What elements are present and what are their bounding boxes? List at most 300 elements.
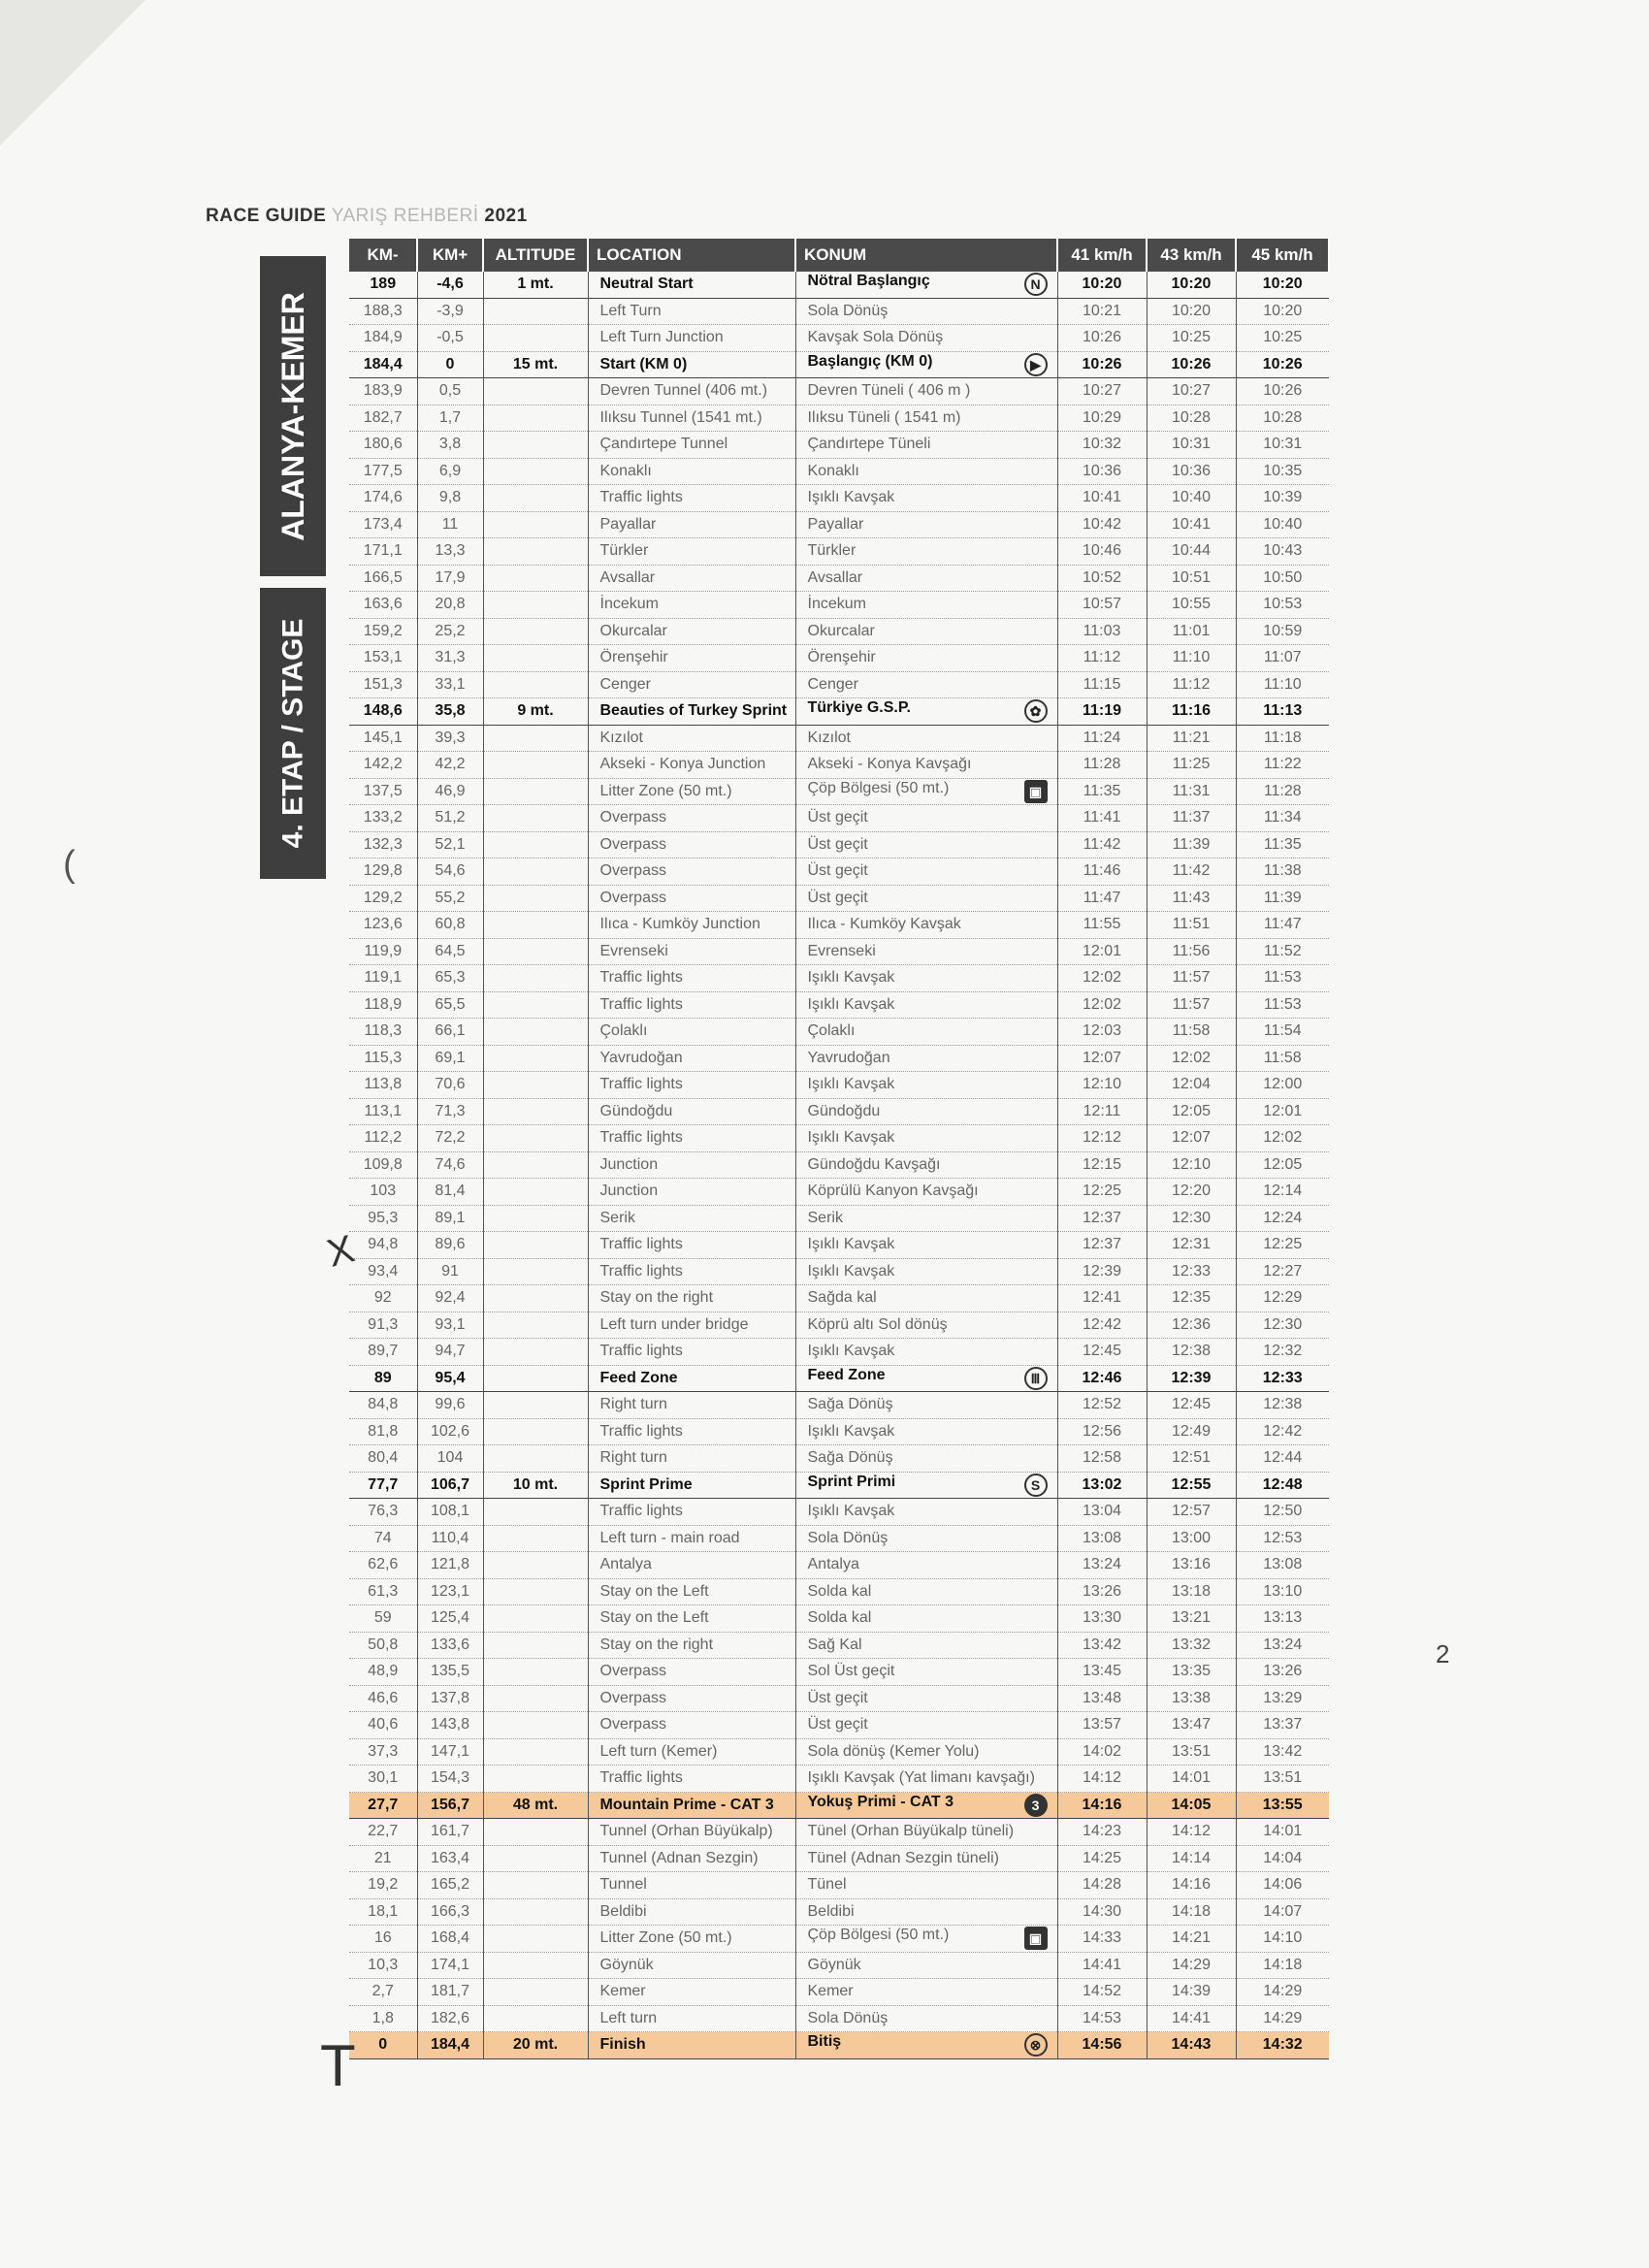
konum-cell xyxy=(795,671,1057,698)
handwritten-two: 2 xyxy=(1436,1639,1450,1669)
altitude-cell xyxy=(483,1232,588,1259)
location-cell xyxy=(588,1151,795,1179)
konum-cell xyxy=(795,405,1057,432)
time-45-cell xyxy=(1236,1179,1329,1206)
km-minus-cell-text: 113,1 xyxy=(364,1102,403,1119)
km-plus-cell xyxy=(417,351,483,378)
konum-cell xyxy=(795,938,1057,965)
time-41-cell xyxy=(1057,645,1147,672)
km-plus-cell xyxy=(417,1072,483,1099)
konum-cell xyxy=(795,351,1057,378)
time-41-cell-text: 11:15 xyxy=(1083,675,1121,693)
table-row xyxy=(349,1685,1329,1712)
altitude-cell xyxy=(483,1339,588,1366)
km-minus-cell xyxy=(349,1979,417,2006)
location-cell-text: Göynük xyxy=(599,1956,654,1973)
altitude-cell xyxy=(483,725,588,752)
km-plus-cell-text: 35,8 xyxy=(435,702,466,720)
km-plus-cell xyxy=(417,1979,483,2006)
altitude-cell xyxy=(483,1979,588,2006)
konum-cell xyxy=(795,1045,1057,1072)
km-minus-cell-text: 40,6 xyxy=(368,1716,399,1733)
time-45-cell-text: 13:13 xyxy=(1263,1609,1303,1627)
time-43-cell xyxy=(1147,1232,1236,1259)
km-plus-cell xyxy=(417,1392,483,1419)
time-45-cell-text: 12:14 xyxy=(1263,1183,1303,1200)
location-cell xyxy=(588,2005,795,2032)
time-41-cell-text: 12:42 xyxy=(1082,1315,1122,1333)
konum-cell-text: Feed Zone xyxy=(807,1366,886,1383)
km-minus-cell xyxy=(349,1898,417,1926)
time-41-cell xyxy=(1057,752,1147,779)
folded-corner xyxy=(0,0,146,146)
altitude-cell xyxy=(483,592,588,619)
km-minus-cell xyxy=(349,618,417,645)
km-plus-cell-text: 110,4 xyxy=(431,1529,469,1546)
km-minus-cell xyxy=(349,1712,417,1739)
location-cell-text: Right turn xyxy=(599,1449,667,1467)
km-minus-cell-text: 30,1 xyxy=(368,1769,399,1787)
altitude-cell xyxy=(483,1819,588,1846)
time-41-cell-text: 12:03 xyxy=(1082,1022,1122,1040)
konum-cell xyxy=(795,2032,1057,2059)
time-41-cell-text: 12:02 xyxy=(1082,969,1122,987)
table-row xyxy=(349,778,1329,805)
time-43-cell-text: 14:18 xyxy=(1171,1902,1212,1920)
km-plus-cell xyxy=(417,272,483,298)
time-45-cell-text: 13:42 xyxy=(1263,1742,1303,1760)
location-cell xyxy=(588,752,795,779)
location-cell-text: Traffic lights xyxy=(599,1076,683,1093)
location-cell xyxy=(588,565,795,592)
km-plus-cell-text: 60,8 xyxy=(435,916,466,933)
altitude-cell xyxy=(483,1019,588,1046)
konum-cell xyxy=(795,885,1057,912)
time-41-cell xyxy=(1057,1819,1147,1846)
col-konum: KONUM xyxy=(795,239,1057,272)
konum-cell xyxy=(795,1258,1057,1285)
time-43-cell-text: 12:07 xyxy=(1171,1129,1212,1147)
km-plus-cell-text: 95,4 xyxy=(435,1369,466,1386)
time-41-cell-text: 14:02 xyxy=(1082,1742,1122,1760)
konum-cell xyxy=(795,1552,1057,1579)
altitude-cell xyxy=(483,1499,588,1526)
time-43-cell-text: 14:21 xyxy=(1171,1929,1212,1947)
table-row xyxy=(349,272,1329,298)
konum-cell xyxy=(795,538,1057,566)
table-row xyxy=(349,325,1329,352)
route-table-body xyxy=(349,272,1329,2058)
km-minus-cell xyxy=(349,325,417,352)
header-yaris-rehberi: YARIŞ REHBERİ xyxy=(331,206,479,226)
location-cell xyxy=(588,272,795,298)
km-minus-cell xyxy=(349,1819,417,1846)
km-minus-cell xyxy=(349,1685,417,1712)
time-41-cell xyxy=(1057,2005,1147,2032)
km-minus-cell-text: 145,1 xyxy=(363,729,403,746)
location-cell xyxy=(588,1339,795,1366)
time-43-cell-text: 11:16 xyxy=(1171,702,1212,720)
time-45-cell-text: 13:24 xyxy=(1263,1636,1303,1653)
time-43-cell-text: 13:21 xyxy=(1171,1609,1212,1627)
konum-cell-text: Devren Tüneli ( 406 m ) xyxy=(807,382,971,400)
time-43-cell xyxy=(1147,1605,1236,1633)
konum-cell-text: Işıklı Kavşak xyxy=(807,1422,895,1440)
konum-cell xyxy=(795,831,1057,859)
km-minus-cell xyxy=(349,351,417,378)
time-41-cell-text: 12:15 xyxy=(1082,1155,1122,1173)
altitude-cell xyxy=(483,805,588,832)
time-41-cell-text: 12:10 xyxy=(1082,1076,1122,1093)
time-45-cell xyxy=(1236,351,1329,378)
km-plus-cell xyxy=(417,1365,483,1392)
km-minus-cell xyxy=(349,938,417,965)
konum-cell-text: Tünel (Adnan Sezgin tüneli) xyxy=(807,1849,999,1866)
konum-cell xyxy=(795,378,1057,405)
time-41-cell-text: 11:28 xyxy=(1083,756,1121,773)
time-45-cell xyxy=(1236,1499,1329,1526)
km-minus-cell-text: 173,4 xyxy=(363,515,403,533)
time-45-cell-text: 12:29 xyxy=(1263,1289,1303,1307)
table-row xyxy=(349,1072,1329,1099)
km-minus-cell-text: 171,1 xyxy=(363,542,403,560)
time-43-cell xyxy=(1147,1205,1236,1232)
km-plus-cell-text: 125,4 xyxy=(430,1609,470,1627)
location-cell xyxy=(588,511,795,538)
time-43-cell-text: 13:18 xyxy=(1171,1582,1212,1600)
time-41-cell-text: 12:12 xyxy=(1082,1129,1122,1147)
time-41-cell-text: 11:55 xyxy=(1083,916,1121,933)
km-plus-cell-text: 91 xyxy=(441,1262,459,1280)
time-41-cell-text: 13:30 xyxy=(1082,1609,1122,1627)
km-minus-cell-text: 184,4 xyxy=(363,355,403,373)
time-41-cell-text: 12:41 xyxy=(1082,1289,1122,1307)
km-minus-cell-text: 119,1 xyxy=(364,969,403,987)
time-43-cell xyxy=(1147,351,1236,378)
km-plus-cell xyxy=(417,1232,483,1259)
location-cell-text: Traffic lights xyxy=(599,1343,683,1360)
km-minus-cell xyxy=(349,1552,417,1579)
time-45-cell xyxy=(1236,1819,1329,1846)
km-plus-cell-text: 51,2 xyxy=(435,809,466,826)
table-row xyxy=(349,1258,1329,1285)
table-row xyxy=(349,859,1329,886)
time-41-cell-text: 10:20 xyxy=(1082,275,1122,293)
time-43-cell xyxy=(1147,831,1236,859)
location-cell xyxy=(588,298,795,325)
time-43-cell xyxy=(1147,1339,1236,1366)
time-45-cell-text: 13:29 xyxy=(1263,1689,1303,1706)
km-plus-cell-text: 133,6 xyxy=(430,1636,470,1653)
time-45-cell-text: 12:33 xyxy=(1262,1369,1303,1386)
konum-cell xyxy=(795,298,1057,325)
km-minus-cell-text: 182,7 xyxy=(363,408,403,426)
time-45-cell xyxy=(1236,1339,1329,1366)
km-minus-cell xyxy=(349,1845,417,1872)
time-43-cell xyxy=(1147,565,1236,592)
time-41-cell xyxy=(1057,378,1147,405)
col-km-plus: KM+ xyxy=(417,239,483,272)
km-plus-cell-text: 74,6 xyxy=(435,1155,466,1173)
time-41-cell-text: 12:39 xyxy=(1082,1262,1122,1280)
location-cell xyxy=(588,405,795,432)
km-minus-cell xyxy=(349,1445,417,1473)
location-cell xyxy=(588,1872,795,1899)
location-cell xyxy=(588,1712,795,1739)
location-cell xyxy=(588,1045,795,1072)
konum-cell xyxy=(795,511,1057,538)
km-plus-cell-text: 81,4 xyxy=(435,1183,466,1200)
km-plus-cell xyxy=(417,1339,483,1366)
konum-cell xyxy=(795,1979,1057,2006)
km-minus-cell-text: 113,8 xyxy=(364,1076,403,1093)
location-cell xyxy=(588,1365,795,1392)
time-45-cell-text: 10:26 xyxy=(1262,355,1303,373)
location-cell xyxy=(588,725,795,752)
time-43-cell xyxy=(1147,938,1236,965)
location-cell-text: Right turn xyxy=(599,1396,667,1413)
km-minus-cell-text: 22,7 xyxy=(368,1823,399,1840)
konum-cell xyxy=(795,2005,1057,2032)
km-minus-cell xyxy=(349,752,417,779)
konum-cell-text: Beldibi xyxy=(807,1902,855,1920)
time-45-cell-text: 12:38 xyxy=(1263,1396,1303,1413)
route-symbol-icon: 3 xyxy=(1024,1794,1048,1817)
konum-cell-text: Işıklı Kavşak xyxy=(807,1236,895,1253)
time-41-cell xyxy=(1057,859,1147,886)
time-43-cell-text: 11:57 xyxy=(1172,995,1211,1013)
time-45-cell-text: 12:24 xyxy=(1263,1209,1303,1226)
km-plus-cell xyxy=(417,725,483,752)
table-row xyxy=(349,458,1329,485)
km-minus-cell-text: 184,9 xyxy=(363,329,403,346)
altitude-cell xyxy=(483,458,588,485)
time-45-cell-text: 10:28 xyxy=(1263,408,1303,426)
km-plus-cell xyxy=(417,698,483,726)
time-43-cell xyxy=(1147,1685,1236,1712)
time-45-cell-text: 11:34 xyxy=(1263,809,1302,826)
location-cell-text: Overpass xyxy=(599,1716,666,1733)
table-header-row xyxy=(349,239,1329,272)
konum-cell xyxy=(795,912,1057,939)
time-45-cell xyxy=(1236,1205,1329,1232)
km-minus-cell-text: 174,6 xyxy=(363,489,403,506)
km-minus-cell xyxy=(349,405,417,432)
time-41-cell-text: 10:36 xyxy=(1082,462,1122,479)
km-minus-cell-text: 76,3 xyxy=(368,1503,399,1520)
time-45-cell xyxy=(1236,618,1329,645)
time-45-cell-text: 14:29 xyxy=(1263,1983,1303,2000)
time-41-cell-text: 10:32 xyxy=(1082,436,1122,453)
time-41-cell-text: 11:12 xyxy=(1083,649,1121,666)
table-row xyxy=(349,378,1329,405)
time-45-cell xyxy=(1236,1285,1329,1312)
time-43-cell-text: 10:25 xyxy=(1171,329,1212,346)
time-43-cell xyxy=(1147,1045,1236,1072)
time-41-cell xyxy=(1057,1072,1147,1099)
time-45-cell-text: 11:58 xyxy=(1263,1049,1302,1066)
col-location: LOCATION xyxy=(588,239,795,272)
time-41-cell-text: 14:12 xyxy=(1082,1769,1122,1787)
time-45-cell xyxy=(1236,1738,1329,1766)
time-45-cell-text: 10:53 xyxy=(1263,596,1303,613)
time-45-cell-text: 14:18 xyxy=(1263,1956,1303,1973)
altitude-cell xyxy=(483,1552,588,1579)
konum-cell-text: Başlangıç (KM 0) xyxy=(807,352,933,370)
konum-cell-text: Sola Dönüş xyxy=(807,302,889,319)
table-row xyxy=(349,485,1329,512)
location-cell xyxy=(588,1685,795,1712)
km-plus-cell xyxy=(417,458,483,485)
time-43-cell-text: 12:55 xyxy=(1171,1475,1212,1493)
konum-cell-text: Işıklı Kavşak xyxy=(807,1129,895,1147)
km-minus-cell xyxy=(349,991,417,1019)
altitude-cell xyxy=(483,1632,588,1659)
time-41-cell xyxy=(1057,831,1147,859)
konum-cell xyxy=(795,1578,1057,1605)
time-45-cell xyxy=(1236,1019,1329,1046)
km-minus-cell xyxy=(349,378,417,405)
time-45-cell xyxy=(1236,1045,1329,1072)
altitude-cell xyxy=(483,538,588,566)
km-plus-cell xyxy=(417,298,483,325)
time-41-cell-text: 13:04 xyxy=(1082,1503,1122,1520)
time-45-cell xyxy=(1236,272,1329,298)
km-plus-cell-text: 104 xyxy=(436,1449,464,1467)
time-43-cell-text: 10:51 xyxy=(1171,568,1212,586)
km-plus-cell-text: 71,3 xyxy=(435,1102,466,1119)
time-41-cell-text: 12:37 xyxy=(1082,1209,1122,1226)
konum-cell xyxy=(795,1685,1057,1712)
time-41-cell xyxy=(1057,458,1147,485)
location-cell xyxy=(588,592,795,619)
time-45-cell xyxy=(1236,938,1329,965)
km-plus-cell xyxy=(417,1472,483,1499)
km-minus-cell xyxy=(349,1766,417,1793)
location-cell-text: Overpass xyxy=(599,1663,666,1680)
location-cell-text: Left turn (Kemer) xyxy=(599,1742,718,1760)
konum-cell xyxy=(795,485,1057,512)
konum-cell-text: Işıklı Kavşak xyxy=(807,969,895,987)
km-minus-cell-text: 137,5 xyxy=(363,782,403,799)
km-plus-cell xyxy=(417,965,483,992)
time-43-cell xyxy=(1147,1979,1236,2006)
location-cell-text: Stay on the right xyxy=(599,1636,714,1653)
location-cell xyxy=(588,1179,795,1206)
time-43-cell xyxy=(1147,1472,1236,1499)
km-plus-cell xyxy=(417,1499,483,1526)
location-cell-text: Kemer xyxy=(599,1983,646,2000)
time-45-cell-text: 12:30 xyxy=(1263,1315,1303,1333)
location-cell-text: Left turn xyxy=(599,2009,658,2026)
time-41-cell-text: 12:56 xyxy=(1082,1422,1122,1440)
time-43-cell-text: 12:57 xyxy=(1171,1503,1212,1520)
km-minus-cell-text: 132,3 xyxy=(363,835,403,853)
header-race-guide: RACE GUIDE xyxy=(206,206,327,226)
km-minus-cell-text: 142,2 xyxy=(363,756,403,773)
time-43-cell-text: 12:39 xyxy=(1171,1369,1212,1386)
km-plus-cell-text: 39,3 xyxy=(435,729,466,746)
konum-cell-text: Üst geçit xyxy=(807,1689,868,1706)
time-41-cell xyxy=(1057,1552,1147,1579)
time-45-cell xyxy=(1236,1685,1329,1712)
time-45-cell xyxy=(1236,885,1329,912)
km-minus-cell-text: 129,8 xyxy=(363,862,403,880)
konum-cell xyxy=(795,1605,1057,1633)
time-41-cell-text: 10:29 xyxy=(1082,408,1122,426)
time-45-cell xyxy=(1236,1578,1329,1605)
km-plus-cell-text: 156,7 xyxy=(430,1796,470,1813)
time-45-cell xyxy=(1236,1232,1329,1259)
km-minus-cell-text: 118,3 xyxy=(364,1022,403,1040)
konum-cell xyxy=(795,725,1057,752)
konum-cell xyxy=(795,1872,1057,1899)
time-45-cell-text: 12:00 xyxy=(1263,1076,1303,1093)
time-41-cell-text: 12:52 xyxy=(1082,1396,1122,1413)
location-cell xyxy=(588,805,795,832)
time-43-cell-text: 12:49 xyxy=(1171,1422,1212,1440)
km-minus-cell xyxy=(349,912,417,939)
location-cell xyxy=(588,1019,795,1046)
km-plus-cell xyxy=(417,1898,483,1926)
time-45-cell-text: 11:47 xyxy=(1263,916,1302,933)
time-41-cell-text: 10:57 xyxy=(1082,596,1122,613)
km-plus-cell-text: 174,1 xyxy=(430,1956,470,1973)
altitude-cell xyxy=(483,991,588,1019)
km-plus-cell xyxy=(417,1312,483,1339)
time-45-cell xyxy=(1236,485,1329,512)
location-cell-text: Junction xyxy=(599,1183,659,1200)
km-minus-cell xyxy=(349,1392,417,1419)
time-43-cell xyxy=(1147,272,1236,298)
time-41-cell-text: 11:46 xyxy=(1083,862,1121,880)
km-plus-cell-text: 143,8 xyxy=(430,1716,470,1733)
time-45-cell-text: 13:55 xyxy=(1262,1796,1303,1813)
altitude-cell xyxy=(483,1872,588,1899)
location-cell xyxy=(588,938,795,965)
time-45-cell xyxy=(1236,991,1329,1019)
km-plus-cell-text: 33,1 xyxy=(435,675,466,693)
location-cell-text: Ilıca - Kumköy Junction xyxy=(599,916,760,933)
time-45-cell-text: 12:50 xyxy=(1263,1503,1303,1520)
km-plus-cell xyxy=(417,938,483,965)
time-45-cell-text: 11:13 xyxy=(1263,702,1303,720)
km-minus-cell xyxy=(349,1151,417,1179)
konum-cell-text: Işıklı Kavşak xyxy=(807,489,895,506)
km-plus-cell xyxy=(417,432,483,459)
time-45-cell xyxy=(1236,405,1329,432)
time-41-cell xyxy=(1057,298,1147,325)
km-minus-cell-text: 10,3 xyxy=(368,1956,399,1973)
table-row xyxy=(349,831,1329,859)
time-43-cell xyxy=(1147,405,1236,432)
time-41-cell xyxy=(1057,1125,1147,1152)
km-minus-cell xyxy=(349,778,417,805)
time-43-cell xyxy=(1147,618,1236,645)
konum-cell-text: Göynük xyxy=(807,1956,861,1973)
km-plus-cell xyxy=(417,1285,483,1312)
location-cell xyxy=(588,1738,795,1766)
time-43-cell xyxy=(1147,1179,1236,1206)
time-43-cell xyxy=(1147,432,1236,459)
altitude-cell xyxy=(483,1258,588,1285)
km-minus-cell xyxy=(349,671,417,698)
konum-cell-text: Antalya xyxy=(807,1556,859,1573)
konum-cell xyxy=(795,1418,1057,1445)
km-plus-cell-text: 184,4 xyxy=(430,2036,470,2054)
time-41-cell xyxy=(1057,1766,1147,1793)
time-43-cell-text: 11:39 xyxy=(1172,835,1211,853)
